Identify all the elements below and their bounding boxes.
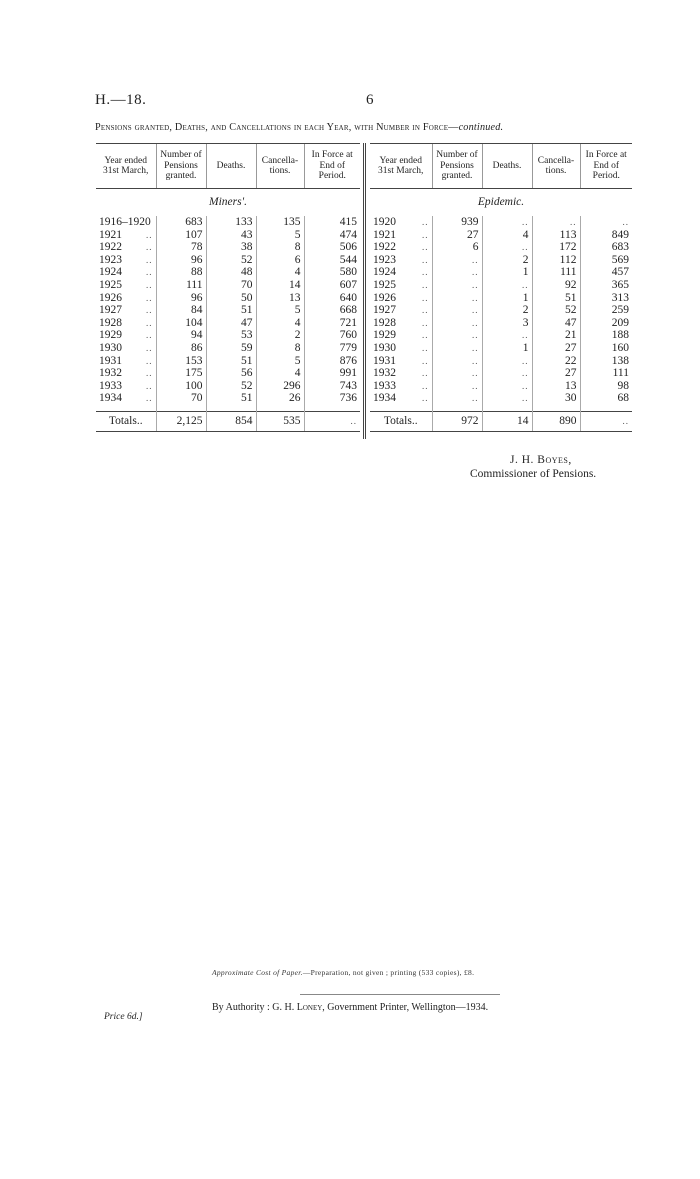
totals-granted-cell: 972 xyxy=(432,411,482,431)
in-force-cell: 188 xyxy=(580,329,632,342)
year-value: 1928 xyxy=(99,316,122,329)
in-force-cell: 760 xyxy=(304,329,360,342)
deaths-cell: 50 xyxy=(206,292,256,305)
epidemic-section-label: Epidemic. xyxy=(477,196,525,208)
granted-cell: .. xyxy=(432,292,482,305)
granted-cell: .. xyxy=(432,342,482,355)
table-row xyxy=(370,304,632,317)
in-force-cell: 111 xyxy=(580,367,632,380)
cancellations-cell: 8 xyxy=(256,342,304,355)
deaths-cell: 51 xyxy=(206,304,256,317)
totals-deaths-cell: 854 xyxy=(206,411,256,431)
granted-cell: 96 xyxy=(156,292,206,305)
cancellations-cell: 47 xyxy=(532,317,580,330)
deaths-cell: 43 xyxy=(206,229,256,242)
year-cell xyxy=(96,216,156,229)
year-cell xyxy=(96,392,156,405)
authority-prefix: By Authority : xyxy=(212,1002,270,1013)
cancellations-cell: 30 xyxy=(532,392,580,405)
deaths-cell: 59 xyxy=(206,342,256,355)
granted-cell: 88 xyxy=(156,266,206,279)
granted-cell: 27 xyxy=(432,229,482,242)
in-force-cell: 721 xyxy=(304,317,360,330)
cancellations-cell: 6 xyxy=(256,254,304,267)
leader-dots: .. xyxy=(422,393,429,404)
granted-cell: 86 xyxy=(156,342,206,355)
cost-text: —Preparation, not given ; printing (533 copies), £8. xyxy=(302,968,475,977)
table-row xyxy=(96,380,360,393)
granted-cell: 111 xyxy=(156,279,206,292)
footer-rule xyxy=(300,994,500,995)
totals-row xyxy=(96,411,360,431)
year-value: 1933 xyxy=(373,379,396,392)
deaths-cell: 51 xyxy=(206,355,256,368)
totals-row xyxy=(370,411,632,431)
table-divider xyxy=(363,143,366,439)
in-force-cell: 457 xyxy=(580,266,632,279)
granted-cell: 175 xyxy=(156,367,206,380)
granted-cell: 94 xyxy=(156,329,206,342)
leader-dots: .. xyxy=(422,279,429,290)
cancellations-cell: 172 xyxy=(532,241,580,254)
granted-cell: .. xyxy=(432,304,482,317)
granted-cell: 84 xyxy=(156,304,206,317)
year-value: 1921 xyxy=(99,228,122,241)
granted-cell: 683 xyxy=(156,216,206,229)
cancellations-cell: 13 xyxy=(256,292,304,305)
col-deaths-header: Deaths. xyxy=(482,144,532,189)
in-force-cell: 259 xyxy=(580,304,632,317)
year-cell xyxy=(370,342,432,355)
cancellations-cell: 14 xyxy=(256,279,304,292)
table-row xyxy=(96,292,360,305)
cancellations-cell: 8 xyxy=(256,241,304,254)
year-value: 1934 xyxy=(99,392,122,405)
year-value: 1920 xyxy=(373,216,396,228)
year-cell xyxy=(370,355,432,368)
year-value: 1924 xyxy=(373,266,396,279)
table-title xyxy=(95,122,635,133)
year-value: 1929 xyxy=(99,329,122,342)
leader-dots: .. xyxy=(422,330,429,341)
cancellations-cell: 52 xyxy=(532,304,580,317)
year-cell xyxy=(96,266,156,279)
table-row xyxy=(370,367,632,380)
deaths-cell: .. xyxy=(482,355,532,368)
year-value: 1923 xyxy=(373,253,396,266)
totals-in-force-cell: .. xyxy=(304,411,360,431)
granted-cell: .. xyxy=(432,367,482,380)
cancellations-cell: 13 xyxy=(532,380,580,393)
year-value: 1922 xyxy=(373,241,396,254)
deaths-cell: 2 xyxy=(482,304,532,317)
cancellations-cell: 27 xyxy=(532,367,580,380)
cancellations-cell: 21 xyxy=(532,329,580,342)
table-row xyxy=(370,292,632,305)
leader-dots: .. xyxy=(146,242,153,253)
deaths-cell: 38 xyxy=(206,241,256,254)
in-force-cell: 138 xyxy=(580,355,632,368)
leader-dots: .. xyxy=(146,305,153,316)
deaths-cell: 133 xyxy=(206,216,256,229)
year-cell xyxy=(370,329,432,342)
in-force-cell: 580 xyxy=(304,266,360,279)
authority-rest: Government Printer, Wellington—1934. xyxy=(327,1002,489,1013)
granted-cell: .. xyxy=(432,266,482,279)
col-granted-header: Number of Pensions granted. xyxy=(156,144,206,189)
totals-deaths-cell: 14 xyxy=(482,411,532,431)
cancellations-cell: 22 xyxy=(532,355,580,368)
miners-section-label: Miners'. xyxy=(209,196,247,208)
table-row xyxy=(96,355,360,368)
deaths-cell: 4 xyxy=(482,229,532,242)
granted-cell: .. xyxy=(432,329,482,342)
miners-header-row xyxy=(96,144,360,189)
year-cell xyxy=(96,380,156,393)
col-year-header: Year ended 31st March, xyxy=(370,144,432,189)
deaths-cell: .. xyxy=(482,392,532,405)
leader-dots: .. xyxy=(422,267,429,278)
table-row xyxy=(370,392,632,405)
leader-dots: .. xyxy=(146,229,153,240)
year-cell xyxy=(96,342,156,355)
printer-name: G. H. Loney, xyxy=(272,1002,325,1013)
table-row xyxy=(96,229,360,242)
leader-dots: .. xyxy=(422,305,429,316)
year-value: 1925 xyxy=(373,278,396,291)
deaths-cell: 48 xyxy=(206,266,256,279)
in-force-cell: 474 xyxy=(304,229,360,242)
granted-cell: 96 xyxy=(156,254,206,267)
leader-dots: .. xyxy=(146,393,153,404)
col-cancellations-header: Cancella-tions. xyxy=(532,144,580,189)
leader-dots: .. xyxy=(146,279,153,290)
leader-dots: .. xyxy=(146,368,153,379)
year-value: 1930 xyxy=(99,341,122,354)
miners-body xyxy=(96,189,360,432)
year-value: 1921 xyxy=(373,228,396,241)
year-value: 1932 xyxy=(373,367,396,380)
in-force-cell: 991 xyxy=(304,367,360,380)
cancellations-cell: 2 xyxy=(256,329,304,342)
in-force-cell: 743 xyxy=(304,380,360,393)
year-cell xyxy=(96,254,156,267)
deaths-cell: 47 xyxy=(206,317,256,330)
in-force-cell: 209 xyxy=(580,317,632,330)
deaths-cell: .. xyxy=(482,329,532,342)
cancellations-cell: 26 xyxy=(256,392,304,405)
epidemic-header-row xyxy=(370,144,632,189)
year-value: 1927 xyxy=(99,304,122,317)
in-force-cell: 668 xyxy=(304,304,360,317)
in-force-cell: 607 xyxy=(304,279,360,292)
col-in-force-header: In Force at End of Period. xyxy=(304,144,360,189)
year-cell xyxy=(370,229,432,242)
year-value: 1932 xyxy=(99,367,122,380)
page-number: 6 xyxy=(366,92,374,108)
table-row xyxy=(96,342,360,355)
table-row xyxy=(370,317,632,330)
in-force-cell: 683 xyxy=(580,241,632,254)
in-force-cell: 640 xyxy=(304,292,360,305)
granted-cell: .. xyxy=(432,317,482,330)
year-value: 1927 xyxy=(373,304,396,317)
col-in-force-header: In Force at End of Period. xyxy=(580,144,632,189)
deaths-cell: 53 xyxy=(206,329,256,342)
leader-dots: .. xyxy=(146,254,153,265)
in-force-cell: 544 xyxy=(304,254,360,267)
cancellations-cell: 92 xyxy=(532,279,580,292)
cost-of-paper-note xyxy=(212,968,474,977)
leader-dots: .. xyxy=(422,242,429,253)
totals-cancellations-cell: 890 xyxy=(532,411,580,431)
in-force-cell: 68 xyxy=(580,392,632,405)
cost-label: Approximate Cost of Paper. xyxy=(212,968,303,977)
year-cell xyxy=(96,279,156,292)
epidemic-table xyxy=(370,143,632,432)
table-title-continued: continued. xyxy=(458,122,504,133)
deaths-cell: .. xyxy=(482,380,532,393)
in-force-cell: 849 xyxy=(580,229,632,242)
year-value: 1916–1920 xyxy=(99,216,151,228)
year-value: 1933 xyxy=(99,379,122,392)
year-cell xyxy=(370,266,432,279)
col-granted-header: Number of Pensions granted. xyxy=(432,144,482,189)
deaths-cell: 1 xyxy=(482,342,532,355)
totals-label-cell: Totals.. xyxy=(370,411,432,431)
leader-dots: .. xyxy=(422,292,429,303)
year-cell xyxy=(96,229,156,242)
year-value: 1925 xyxy=(99,278,122,291)
in-force-cell: 160 xyxy=(580,342,632,355)
deaths-cell: 3 xyxy=(482,317,532,330)
year-cell xyxy=(96,241,156,254)
year-value: 1930 xyxy=(373,341,396,354)
year-value: 1928 xyxy=(373,316,396,329)
in-force-cell: 313 xyxy=(580,292,632,305)
year-cell xyxy=(370,216,432,229)
authority-line xyxy=(212,1002,488,1013)
year-cell xyxy=(370,317,432,330)
year-value: 1934 xyxy=(373,392,396,405)
year-value: 1923 xyxy=(99,253,122,266)
miners-table xyxy=(96,143,360,432)
table-row xyxy=(370,355,632,368)
cancellations-cell: 27 xyxy=(532,342,580,355)
leader-dots: .. xyxy=(146,355,153,366)
table-row xyxy=(96,279,360,292)
leader-dots: .. xyxy=(422,229,429,240)
table-row xyxy=(370,229,632,242)
cancellations-cell: 4 xyxy=(256,317,304,330)
leader-dots: .. xyxy=(422,217,429,227)
year-cell xyxy=(96,367,156,380)
table-row xyxy=(370,380,632,393)
table-row xyxy=(96,367,360,380)
in-force-cell: 506 xyxy=(304,241,360,254)
year-cell xyxy=(370,380,432,393)
in-force-cell: 569 xyxy=(580,254,632,267)
year-cell xyxy=(370,292,432,305)
in-force-cell: 876 xyxy=(304,355,360,368)
cancellations-cell: 296 xyxy=(256,380,304,393)
year-cell xyxy=(370,279,432,292)
leader-dots: .. xyxy=(422,317,429,328)
price-note: Price 6d.] xyxy=(104,1012,143,1022)
table-row xyxy=(370,342,632,355)
leader-dots: .. xyxy=(422,368,429,379)
deaths-cell: .. xyxy=(482,367,532,380)
year-value: 1926 xyxy=(373,291,396,304)
leader-dots: .. xyxy=(146,330,153,341)
deaths-cell: .. xyxy=(482,216,532,229)
table-title-main: Pensions granted, Deaths, and Cancellations in each Year, with Number in Force— xyxy=(95,122,459,133)
cancellations-cell: 4 xyxy=(256,266,304,279)
in-force-cell: .. xyxy=(580,216,632,229)
table-row xyxy=(96,392,360,405)
year-cell xyxy=(96,317,156,330)
deaths-cell: .. xyxy=(482,279,532,292)
leader-dots: .. xyxy=(422,355,429,366)
in-force-cell: 736 xyxy=(304,392,360,405)
granted-cell: .. xyxy=(432,279,482,292)
document-reference: H.—18. xyxy=(95,92,147,108)
year-value: 1926 xyxy=(99,291,122,304)
leader-dots: .. xyxy=(146,317,153,328)
year-cell xyxy=(370,304,432,317)
cancellations-cell: 113 xyxy=(532,229,580,242)
in-force-cell: 98 xyxy=(580,380,632,393)
year-value: 1931 xyxy=(373,354,396,367)
table-row xyxy=(96,241,360,254)
deaths-cell: 2 xyxy=(482,254,532,267)
totals-cancellations-cell: 535 xyxy=(256,411,304,431)
deaths-cell: 70 xyxy=(206,279,256,292)
deaths-cell: 51 xyxy=(206,392,256,405)
deaths-cell: 52 xyxy=(206,380,256,393)
table-row xyxy=(370,254,632,267)
cancellations-cell: 51 xyxy=(532,292,580,305)
cancellations-cell: 4 xyxy=(256,367,304,380)
leader-dots: .. xyxy=(146,267,153,278)
table-row xyxy=(96,317,360,330)
signatory-title: Commissioner of Pensions. xyxy=(470,468,597,480)
year-cell xyxy=(370,241,432,254)
leader-dots: .. xyxy=(422,380,429,391)
cancellations-cell: 5 xyxy=(256,229,304,242)
granted-cell: 107 xyxy=(156,229,206,242)
year-cell xyxy=(96,304,156,317)
table-row xyxy=(370,241,632,254)
table-row xyxy=(96,254,360,267)
leader-dots: .. xyxy=(146,342,153,353)
epidemic-section-row xyxy=(370,189,632,217)
col-deaths-header: Deaths. xyxy=(206,144,256,189)
leader-dots: .. xyxy=(422,254,429,265)
year-cell xyxy=(370,367,432,380)
deaths-cell: .. xyxy=(482,241,532,254)
cancellations-cell: 135 xyxy=(256,216,304,229)
totals-granted-cell: 2,125 xyxy=(156,411,206,431)
table-row xyxy=(96,304,360,317)
cancellations-cell: .. xyxy=(532,216,580,229)
table-row xyxy=(370,216,632,229)
signatory-name: J. H. Boyes, xyxy=(510,454,572,466)
in-force-cell: 415 xyxy=(304,216,360,229)
year-cell xyxy=(96,292,156,305)
table-row xyxy=(96,266,360,279)
granted-cell: 70 xyxy=(156,392,206,405)
leader-dots: .. xyxy=(146,292,153,303)
year-cell xyxy=(96,329,156,342)
granted-cell: 153 xyxy=(156,355,206,368)
deaths-cell: 52 xyxy=(206,254,256,267)
year-cell xyxy=(370,392,432,405)
year-value: 1924 xyxy=(99,266,122,279)
in-force-cell: 779 xyxy=(304,342,360,355)
miners-section-row xyxy=(96,189,360,217)
leader-dots: .. xyxy=(422,342,429,353)
table-row xyxy=(370,329,632,342)
cancellations-cell: 5 xyxy=(256,304,304,317)
year-cell xyxy=(370,254,432,267)
deaths-cell: 56 xyxy=(206,367,256,380)
granted-cell: .. xyxy=(432,355,482,368)
cancellations-cell: 5 xyxy=(256,355,304,368)
table-row xyxy=(370,266,632,279)
col-year-header: Year ended 31st March, xyxy=(96,144,156,189)
granted-cell: 6 xyxy=(432,241,482,254)
year-cell xyxy=(96,355,156,368)
granted-cell: 78 xyxy=(156,241,206,254)
year-value: 1931 xyxy=(99,354,122,367)
table-row xyxy=(96,329,360,342)
granted-cell: 939 xyxy=(432,216,482,229)
year-value: 1929 xyxy=(373,329,396,342)
granted-cell: .. xyxy=(432,392,482,405)
table-row xyxy=(96,216,360,229)
deaths-cell: 1 xyxy=(482,292,532,305)
cancellations-cell: 111 xyxy=(532,266,580,279)
granted-cell: .. xyxy=(432,254,482,267)
in-force-cell: 365 xyxy=(580,279,632,292)
granted-cell: .. xyxy=(432,380,482,393)
year-value: 1922 xyxy=(99,241,122,254)
col-cancellations-header: Cancella-tions. xyxy=(256,144,304,189)
epidemic-body xyxy=(370,189,632,432)
totals-in-force-cell: .. xyxy=(580,411,632,431)
granted-cell: 100 xyxy=(156,380,206,393)
totals-label-cell: Totals.. xyxy=(96,411,156,431)
granted-cell: 104 xyxy=(156,317,206,330)
deaths-cell: 1 xyxy=(482,266,532,279)
table-row xyxy=(370,279,632,292)
cancellations-cell: 112 xyxy=(532,254,580,267)
leader-dots: .. xyxy=(146,380,153,391)
